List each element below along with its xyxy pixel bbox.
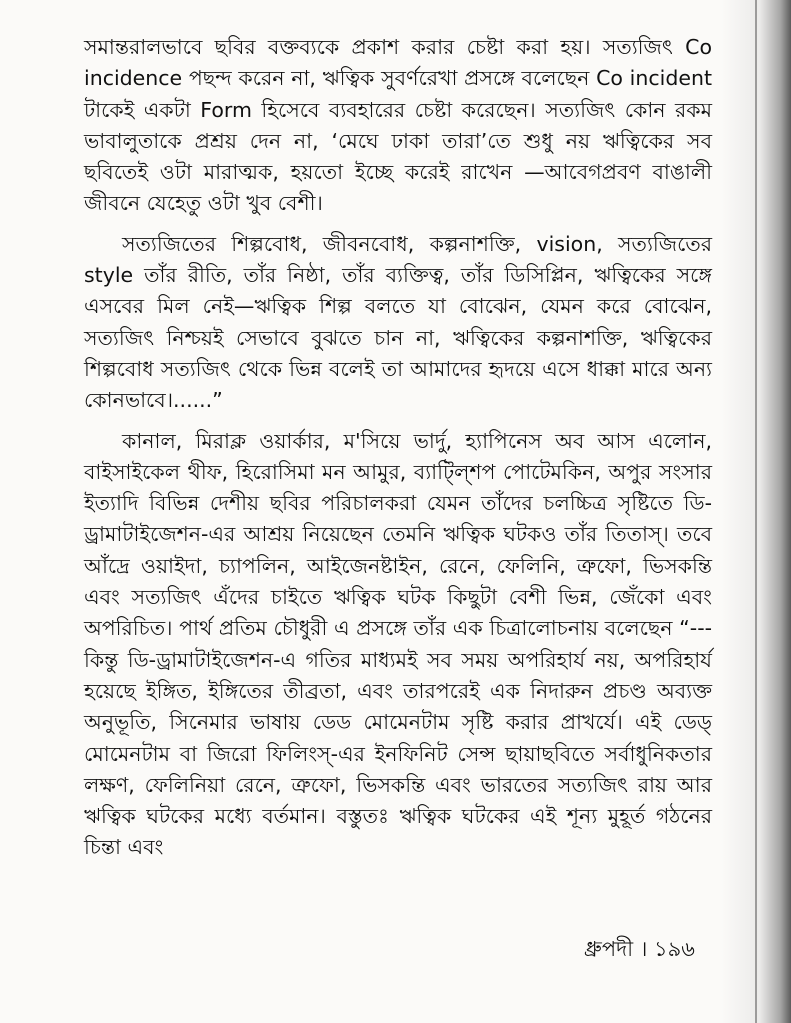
journal-name: ধ্রুপদী bbox=[584, 937, 634, 961]
paragraph-1: সমান্তরালভাবে ছবির বক্তব্যকে প্রকাশ করার চেষ্টা করা হয়। সত্যজিৎ Co incidence পছন্দ করেন না, ঋত্বিক সুবর্ণরেখা প্রসঙ্গে বলেছেন Co incident টাকেই একটা Form হিসেবে ব্যবহারের চেষ্টা করেছেন। সত্যজিৎ কোন রকম ভাবালুতাকে প্রশ্রয় দেন না, ‘মেঘে ঢাকা তারা’তে শুধু নয় ঋত্বিকের সব ছবিতেই ওটা মারাত্মক, হয়তো ইচ্ছে করেই রাখেন —আবেগপ্রবণ বাঙালী জীবনে যেহেতু ওটা খুব বেশী। bbox=[84, 35, 712, 216]
page-footer bbox=[584, 933, 695, 968]
paragraph-3: কানাল, মিরাক্ল ওয়ার্কার, ম'সিয়ে ভার্দু, হ্যাপিনেস অব আস এলোন, বাইসাইকেল থীফ, হিরোসিমা মন আমুর, ব্যাট্ল্শিপ পোটেমকিন, অপুর সংসার ইত্যাদি বিভিন্ন দেশীয় ছবির পরিচালকরা যেমন তাঁদের চলচ্চিত্র সৃষ্টিতে ডি-ড্রামাটাইজেশন-এর আশ্রয় নিয়েছেন তেমনি ঋত্বিক ঘটকও তাঁর তিতাস্। তবে আঁদ্রে ওয়াইদা, চ্যাপলিন, আইজেনষ্টাইন, রেনে, ফেলিনি, ত্রুফো, ভিসকন্তি এবং সত্যজিৎ এঁদের চাইতে ঋত্বিক ঘটক কিছুটা বেশী ভিন্ন, জেঁকো এবং অপরিচিত। পার্থ প্রতিম চৌধুরী এ প্রসঙ্গে তাঁর এক চিত্রালোচনায় বলেছেন “--- কিন্তু ডি-ড্রামাটাইজেশন-এ গতির মাধ্যমই সব সময় অপরিহার্য নয়, অপরিহার্য হয়েছে ইঙ্গিত, ইঙ্গিতের তীব্রতা, এবং তারপরেই এক নিদারুন প্রচণ্ড অব্যক্ত অনুভূতি, সিনেমার ভাষায় ডেড মোমেনটাম সৃষ্টি করার প্রাখর্যে। এই ডেড্ মোমেনটাম বা জিরো ফিলিংস্-এর ইনফিনিট সেন্স ছায়াছবিতে সর্বাধুনিকতার লক্ষণ, ফেলিনিয়া রেনে, ত্রুফো, ভিসকন্তি এবং ভারতের সত্যজিৎ রায় আর ঋত্বিক ঘটকের মধ্যে বর্তমান। বস্তুতঃ ঋত্বিক ঘটকের এই শূন্য মুহূর্ত গঠনের চিন্তা এবং bbox=[84, 428, 712, 860]
body-text bbox=[84, 32, 712, 864]
footer-separator: । bbox=[639, 937, 648, 961]
paragraph-2: সত্যজিতের শিল্পবোধ, জীবনবোধ, কল্পনাশক্তি, vision, সত্যজিতের style তাঁর রীতি, তাঁর নিষ্ঠা, তাঁর ব্যক্তিত্ব, তাঁর ডিসিপ্লিন, ঋত্বিকের সঙ্গে এসবের মিল নেই—ঋত্বিক শিল্প বলতে যা বোঝেন, যেমন করে বোঝেন, সত্যজিৎ নিশ্চয়ই সেভাবে বুঝতে চান না, ঋত্বিকের কল্পনাশক্তি, ঋত্বিকের শিল্পবোধ সত্যজিৎ থেকে ভিন্ন বলেই তা আমাদের হৃদয়ে এসে ধাক্কা মারে অন্য কোনভাবে।......” bbox=[84, 231, 712, 413]
page-edge-line bbox=[755, 0, 757, 1023]
page-number: ১৯৬ bbox=[654, 937, 695, 961]
